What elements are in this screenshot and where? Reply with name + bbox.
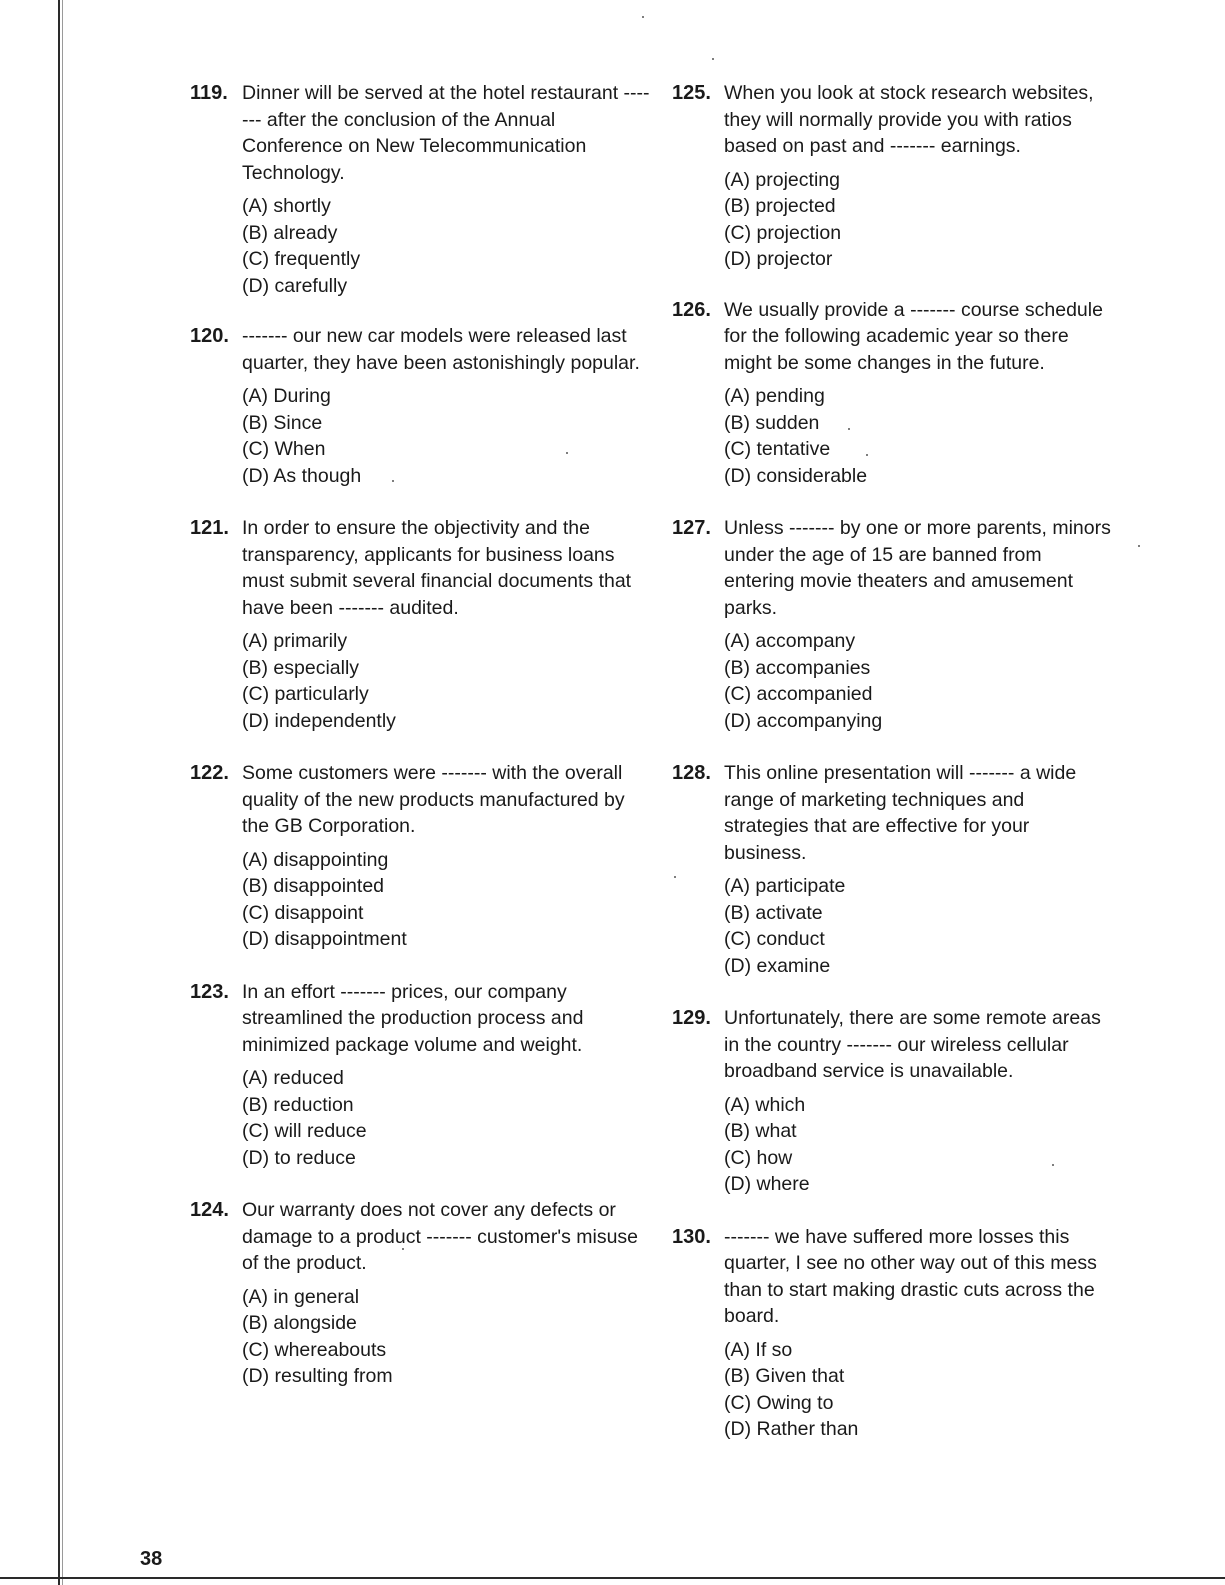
answer-option: (D) considerable bbox=[724, 464, 868, 487]
question-body bbox=[242, 80, 650, 299]
answer-option: (A) If so bbox=[724, 1338, 793, 1361]
answer-option: (A) reduced bbox=[242, 1067, 344, 1089]
question-text: Unfortunately, there are some remote areas in the country ------- our wireless cellular broadband service is unavailable. bbox=[724, 1007, 1101, 1082]
answer-option: (A) During bbox=[242, 385, 331, 407]
question-number: 122. bbox=[190, 762, 229, 784]
answer-options bbox=[242, 383, 650, 489]
answer-options bbox=[242, 1065, 650, 1171]
answer-options bbox=[724, 1337, 1112, 1443]
answer-options bbox=[242, 847, 650, 953]
question-text: Our warranty does not cover any defects or damage to a product ------- customer's misuse of the product. bbox=[242, 1199, 639, 1274]
question-text: In an effort ------- prices, our company streamlined the production process and minimized package volume and weight. bbox=[242, 980, 584, 1056]
question-number: 130. bbox=[672, 1225, 711, 1248]
question-body bbox=[724, 1224, 1112, 1443]
question-number: 126. bbox=[672, 298, 711, 321]
answer-option: (B) projected bbox=[724, 195, 836, 217]
question-125 bbox=[672, 80, 1112, 273]
question-text: ------- our new car models were released last quarter, they have been astonishingly popular. bbox=[242, 325, 640, 374]
question-128 bbox=[672, 760, 1112, 979]
answer-option: (B) alongside bbox=[242, 1312, 357, 1334]
page-bottom-edge bbox=[0, 1577, 1225, 1579]
answer-option: (B) especially bbox=[242, 656, 360, 679]
question-number: 124. bbox=[190, 1199, 229, 1221]
answer-option: (C) how bbox=[724, 1146, 793, 1169]
answer-options bbox=[724, 383, 1112, 489]
question-body bbox=[724, 80, 1112, 273]
binding-edge-line bbox=[58, 0, 60, 1585]
answer-option: (A) shortly bbox=[242, 195, 331, 217]
answer-option: (A) participate bbox=[724, 875, 846, 897]
question-number: 127. bbox=[672, 517, 711, 539]
left-question-column bbox=[190, 80, 650, 1390]
question-120 bbox=[190, 323, 650, 489]
answer-option: (D) where bbox=[724, 1173, 810, 1195]
question-130 bbox=[672, 1224, 1112, 1443]
answer-options bbox=[242, 628, 650, 734]
answer-options bbox=[242, 1284, 650, 1390]
question-body bbox=[242, 760, 650, 953]
answer-option: (A) in general bbox=[242, 1285, 360, 1308]
answer-option: (B) accompanies bbox=[724, 656, 871, 679]
question-121 bbox=[190, 515, 650, 734]
answer-option: (D) accompanying bbox=[724, 709, 883, 732]
answer-option: (B) already bbox=[242, 221, 338, 244]
answer-option: (C) will reduce bbox=[242, 1120, 367, 1142]
answer-option: (A) primarily bbox=[242, 630, 348, 652]
answer-option: (D) projector bbox=[724, 248, 833, 270]
question-126 bbox=[672, 297, 1112, 490]
scan-speck bbox=[642, 16, 644, 18]
question-129 bbox=[672, 1005, 1112, 1198]
answer-option: (C) conduct bbox=[724, 928, 825, 950]
question-body bbox=[724, 515, 1112, 734]
right-question-column bbox=[672, 80, 1112, 1443]
question-text: Some customers were ------- with the overall quality of the new products manufactured by the GB Corporation. bbox=[242, 762, 625, 837]
question-number: 129. bbox=[672, 1007, 711, 1029]
answer-option: (B) sudden bbox=[724, 411, 820, 434]
question-body bbox=[242, 979, 650, 1172]
scan-speck bbox=[1138, 545, 1140, 547]
answer-option: (D) to reduce bbox=[242, 1146, 356, 1169]
answer-option: (B) Since bbox=[242, 411, 323, 434]
answer-options bbox=[724, 628, 1112, 734]
answer-option: (A) projecting bbox=[724, 168, 840, 191]
page-number: 38 bbox=[140, 1548, 163, 1570]
answer-option: (C) disappoint bbox=[242, 901, 364, 924]
question-body bbox=[724, 297, 1112, 490]
question-body bbox=[724, 1005, 1112, 1198]
question-text: Dinner will be served at the hotel restaurant ------- after the conclusion of the Annual Conference on New Telecommunication Technology. bbox=[242, 82, 650, 184]
scan-speck bbox=[712, 58, 714, 60]
answer-option: (C) projection bbox=[724, 221, 842, 244]
answer-option: (D) As though bbox=[242, 464, 362, 487]
question-119 bbox=[190, 80, 650, 299]
question-text: In order to ensure the objectivity and the transparency, applicants for business loans must submit several financial documents that have been ------- audited. bbox=[242, 517, 632, 619]
answer-option: (A) disappointing bbox=[242, 848, 389, 871]
answer-option: (B) disappointed bbox=[242, 875, 385, 897]
answer-options bbox=[724, 873, 1112, 979]
answer-option: (D) disappointment bbox=[242, 928, 407, 950]
answer-option: (B) reduction bbox=[242, 1093, 354, 1116]
answer-option: (D) resulting from bbox=[242, 1365, 393, 1387]
question-number: 123. bbox=[190, 980, 229, 1003]
answer-option: (C) whereabouts bbox=[242, 1338, 387, 1361]
question-text: This online presentation will ------- a wide range of marketing techniques and strategies that are effective for your business. bbox=[724, 762, 1077, 864]
answer-option: (C) When bbox=[242, 438, 326, 460]
answer-option: (D) carefully bbox=[242, 274, 348, 297]
answer-option: (A) which bbox=[724, 1093, 806, 1116]
question-123 bbox=[190, 979, 650, 1172]
answer-options bbox=[724, 1092, 1112, 1198]
answer-option: (B) activate bbox=[724, 901, 823, 924]
answer-option: (A) pending bbox=[724, 385, 825, 407]
answer-option: (B) Given that bbox=[724, 1365, 845, 1387]
answer-option: (C) particularly bbox=[242, 683, 369, 705]
answer-option: (C) Owing to bbox=[724, 1391, 834, 1414]
question-number: 119. bbox=[190, 82, 228, 104]
answer-option: (D) examine bbox=[724, 954, 831, 977]
question-127 bbox=[672, 515, 1112, 734]
question-text: ------- we have suffered more losses this quarter, I see no other way out of this mess than to start making drastic cuts across the board. bbox=[724, 1225, 1097, 1327]
answer-option: (D) independently bbox=[242, 709, 396, 732]
answer-options bbox=[242, 193, 650, 299]
question-number: 125. bbox=[672, 82, 711, 104]
question-number: 128. bbox=[672, 762, 711, 784]
answer-option: (C) accompanied bbox=[724, 683, 873, 705]
question-text: We usually provide a ------- course schedule for the following academic year so there might be some changes in the future. bbox=[724, 298, 1103, 374]
binding-edge-shadow bbox=[62, 0, 63, 1585]
question-body bbox=[242, 323, 650, 489]
answer-option: (D) Rather than bbox=[724, 1418, 859, 1440]
answer-option: (C) tentative bbox=[724, 438, 831, 460]
answer-option: (A) accompany bbox=[724, 630, 856, 652]
question-body bbox=[242, 515, 650, 734]
question-text: Unless ------- by one or more parents, minors under the age of 15 are banned from entering movie theaters and amusement parks. bbox=[724, 517, 1111, 619]
question-body bbox=[242, 1197, 650, 1390]
question-number: 121. bbox=[190, 517, 229, 539]
question-124 bbox=[190, 1197, 650, 1390]
answer-options bbox=[724, 167, 1112, 273]
question-122 bbox=[190, 760, 650, 953]
answer-option: (C) frequently bbox=[242, 248, 361, 270]
question-text: When you look at stock research websites, they will normally provide you with ratios based on past and ------- earnings. bbox=[724, 82, 1094, 157]
answer-option: (B) what bbox=[724, 1120, 797, 1142]
question-number: 120. bbox=[190, 325, 229, 347]
question-body bbox=[724, 760, 1112, 979]
